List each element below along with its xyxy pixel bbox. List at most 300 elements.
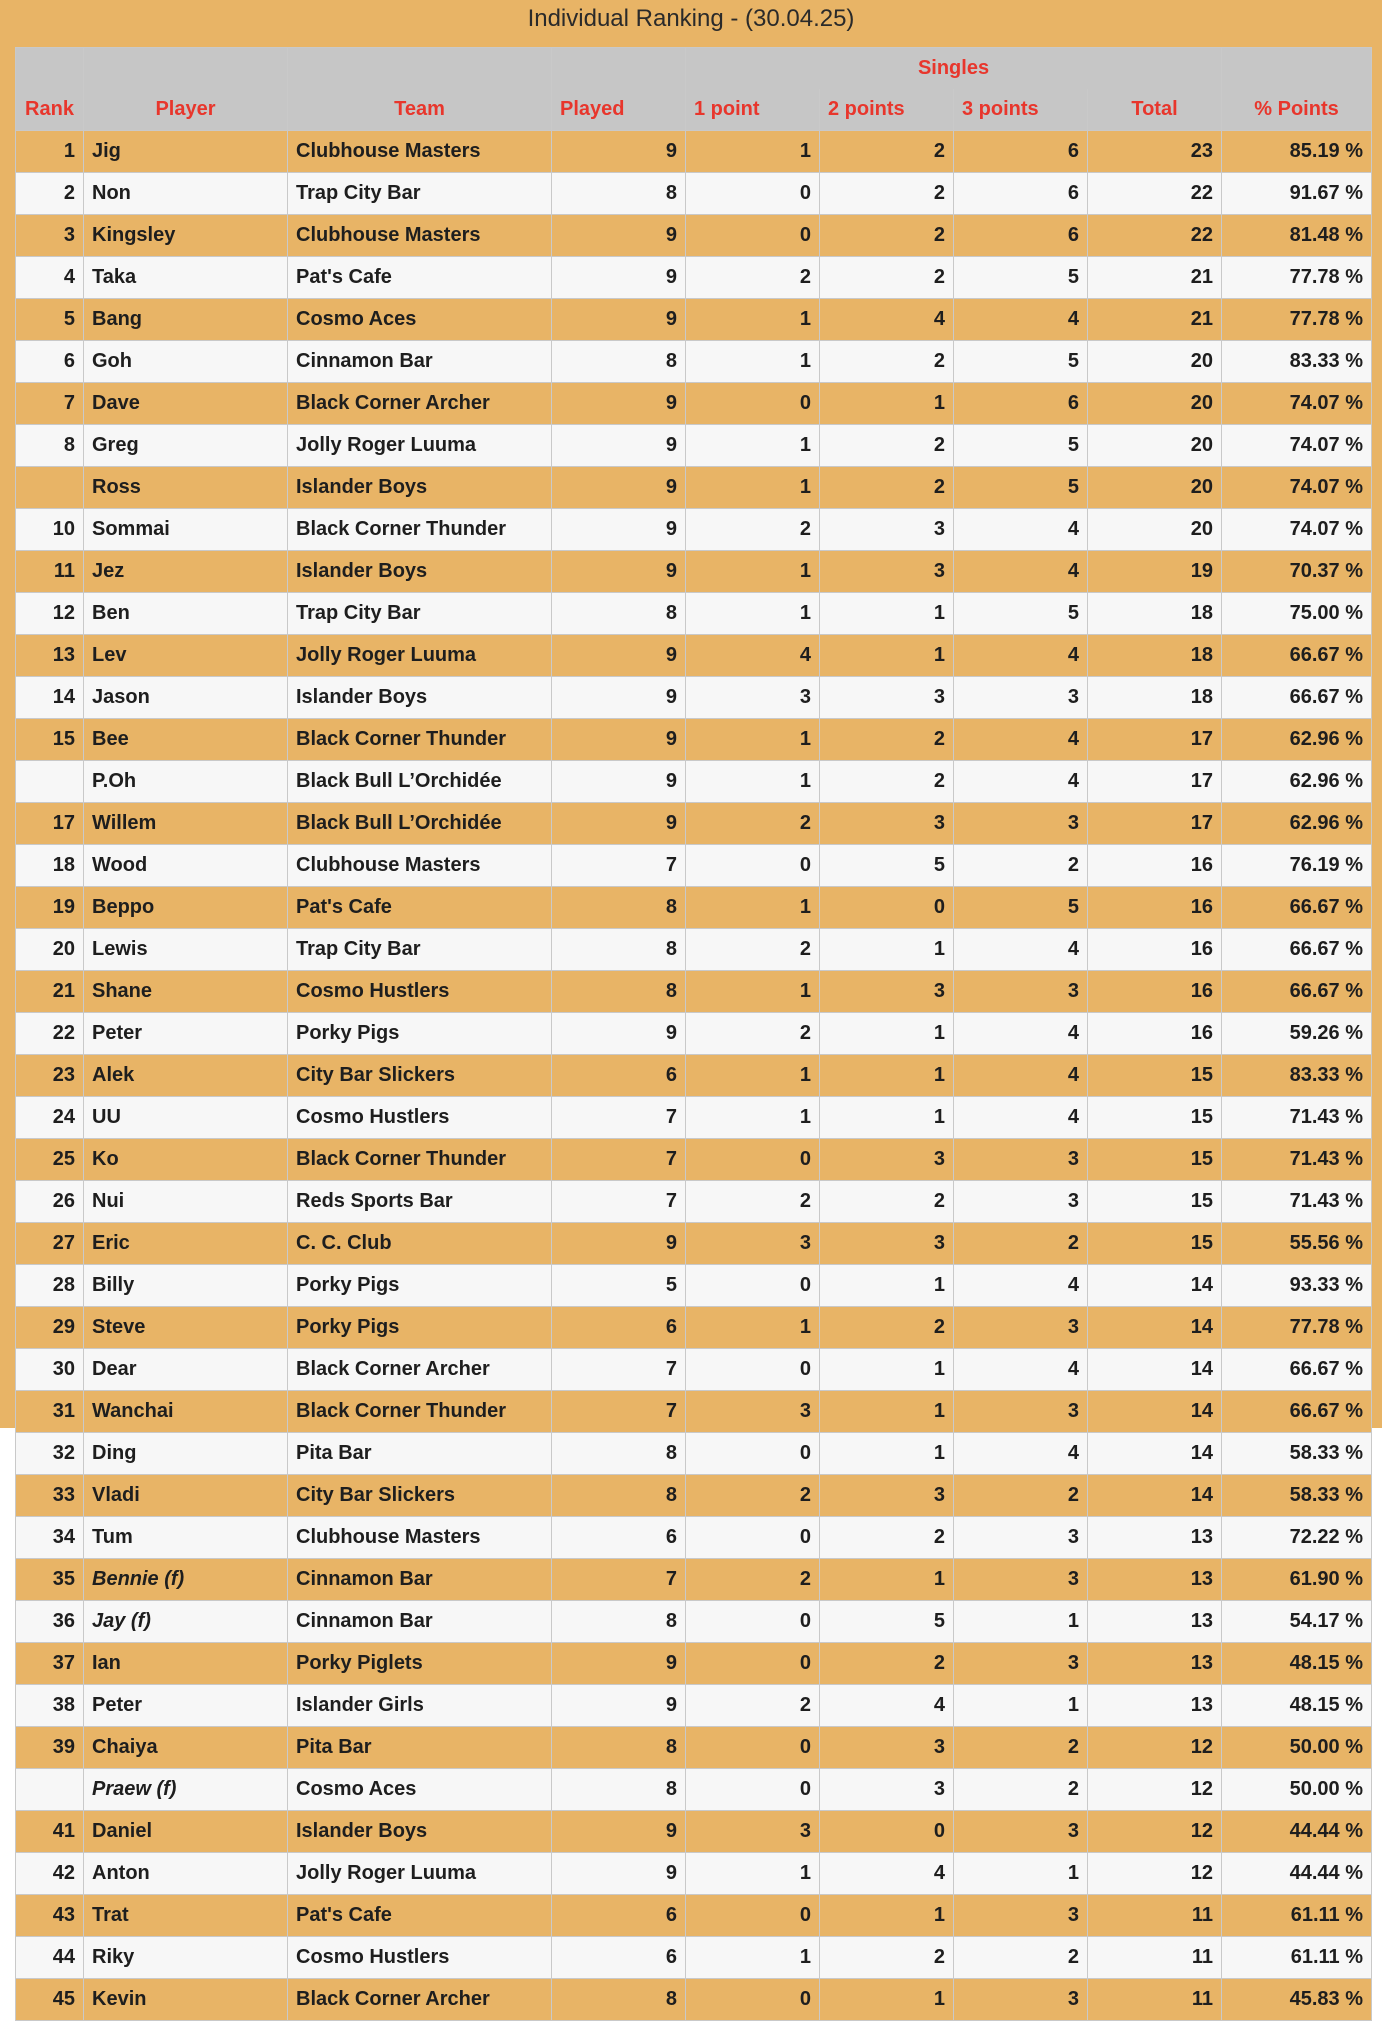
two-points-cell: 3 <box>820 803 954 845</box>
table-row <box>16 719 1372 761</box>
played-cell: 9 <box>552 761 686 803</box>
two-points-cell: 2 <box>820 1307 954 1349</box>
total-cell: 14 <box>1088 1433 1222 1475</box>
one-point-cell: 3 <box>686 1223 820 1265</box>
header-total: Total <box>1088 89 1222 131</box>
pct-points-cell: 62.96 % <box>1222 803 1372 845</box>
three-points-cell: 5 <box>954 257 1088 299</box>
three-points-cell: 5 <box>954 425 1088 467</box>
table-row <box>16 299 1372 341</box>
one-point-cell: 0 <box>686 1517 820 1559</box>
rank-cell: 21 <box>16 971 84 1013</box>
pct-points-cell: 75.00 % <box>1222 593 1372 635</box>
team-cell: Cinnamon Bar <box>288 341 552 383</box>
two-points-cell: 2 <box>820 467 954 509</box>
one-point-cell: 2 <box>686 929 820 971</box>
three-points-cell: 2 <box>954 1475 1088 1517</box>
played-cell: 7 <box>552 1349 686 1391</box>
rank-cell: 45 <box>16 1979 84 2021</box>
three-points-cell: 2 <box>954 1727 1088 1769</box>
rank-cell: 17 <box>16 803 84 845</box>
team-cell: Pat's Cafe <box>288 887 552 929</box>
played-cell: 9 <box>552 215 686 257</box>
three-points-cell: 4 <box>954 1055 1088 1097</box>
two-points-cell: 1 <box>820 383 954 425</box>
table-row <box>16 1685 1372 1727</box>
pct-points-cell: 61.90 % <box>1222 1559 1372 1601</box>
table-row <box>16 1727 1372 1769</box>
pct-points-cell: 48.15 % <box>1222 1685 1372 1727</box>
pct-points-cell: 74.07 % <box>1222 467 1372 509</box>
total-cell: 18 <box>1088 593 1222 635</box>
player-cell: Alek <box>84 1055 288 1097</box>
header-rank: Rank <box>16 89 84 131</box>
three-points-cell: 5 <box>954 887 1088 929</box>
two-points-cell: 1 <box>820 1895 954 1937</box>
team-cell: Pat's Cafe <box>288 1895 552 1937</box>
pct-points-cell: 77.78 % <box>1222 1307 1372 1349</box>
team-cell: Islander Boys <box>288 551 552 593</box>
one-point-cell: 1 <box>686 341 820 383</box>
played-cell: 8 <box>552 341 686 383</box>
team-cell: Trap City Bar <box>288 173 552 215</box>
player-cell: Praew (f) <box>84 1769 288 1811</box>
one-point-cell: 0 <box>686 1979 820 2021</box>
two-points-cell: 1 <box>820 1055 954 1097</box>
ranking-table <box>15 47 1372 2021</box>
one-point-cell: 2 <box>686 509 820 551</box>
player-cell: Billy <box>84 1265 288 1307</box>
total-cell: 11 <box>1088 1979 1222 2021</box>
total-cell: 22 <box>1088 173 1222 215</box>
played-cell: 8 <box>552 1475 686 1517</box>
table-row <box>16 467 1372 509</box>
table-row <box>16 761 1372 803</box>
played-cell: 6 <box>552 1937 686 1979</box>
player-cell: Daniel <box>84 1811 288 1853</box>
pct-points-cell: 55.56 % <box>1222 1223 1372 1265</box>
header-played: Played <box>552 89 686 131</box>
played-cell: 8 <box>552 173 686 215</box>
played-cell: 9 <box>552 1853 686 1895</box>
table-row <box>16 1559 1372 1601</box>
three-points-cell: 6 <box>954 131 1088 173</box>
total-cell: 15 <box>1088 1139 1222 1181</box>
two-points-cell: 3 <box>820 677 954 719</box>
played-cell: 9 <box>552 467 686 509</box>
rank-cell: 25 <box>16 1139 84 1181</box>
pct-points-cell: 74.07 % <box>1222 425 1372 467</box>
table-row <box>16 1601 1372 1643</box>
table-row <box>16 173 1372 215</box>
table-row <box>16 1475 1372 1517</box>
rank-cell: 3 <box>16 215 84 257</box>
pct-points-cell: 61.11 % <box>1222 1937 1372 1979</box>
team-cell: Clubhouse Masters <box>288 215 552 257</box>
pct-points-cell: 74.07 % <box>1222 383 1372 425</box>
player-cell: Greg <box>84 425 288 467</box>
header-player: Player <box>84 89 288 131</box>
two-points-cell: 2 <box>820 1181 954 1223</box>
total-cell: 12 <box>1088 1769 1222 1811</box>
player-cell: Lewis <box>84 929 288 971</box>
pct-points-cell: 83.33 % <box>1222 341 1372 383</box>
total-cell: 14 <box>1088 1349 1222 1391</box>
player-cell: Jez <box>84 551 288 593</box>
played-cell: 9 <box>552 1013 686 1055</box>
one-point-cell: 0 <box>686 383 820 425</box>
pct-points-cell: 66.67 % <box>1222 635 1372 677</box>
one-point-cell: 1 <box>686 1055 820 1097</box>
rank-cell: 27 <box>16 1223 84 1265</box>
player-cell: P.Oh <box>84 761 288 803</box>
two-points-cell: 3 <box>820 1139 954 1181</box>
two-points-cell: 1 <box>820 1433 954 1475</box>
total-cell: 18 <box>1088 677 1222 719</box>
one-point-cell: 1 <box>686 971 820 1013</box>
three-points-cell: 1 <box>954 1853 1088 1895</box>
player-cell: Lev <box>84 635 288 677</box>
table-row <box>16 1265 1372 1307</box>
table-row <box>16 1013 1372 1055</box>
header-blank <box>84 48 288 90</box>
team-cell: Clubhouse Masters <box>288 845 552 887</box>
played-cell: 7 <box>552 1559 686 1601</box>
rank-cell: 31 <box>16 1391 84 1433</box>
two-points-cell: 3 <box>820 971 954 1013</box>
player-cell: Goh <box>84 341 288 383</box>
pct-points-cell: 62.96 % <box>1222 719 1372 761</box>
one-point-cell: 0 <box>686 173 820 215</box>
rank-cell: 35 <box>16 1559 84 1601</box>
total-cell: 14 <box>1088 1391 1222 1433</box>
total-cell: 16 <box>1088 971 1222 1013</box>
played-cell: 8 <box>552 1433 686 1475</box>
rank-cell: 7 <box>16 383 84 425</box>
played-cell: 9 <box>552 1685 686 1727</box>
pct-points-cell: 81.48 % <box>1222 215 1372 257</box>
played-cell: 8 <box>552 887 686 929</box>
player-cell: Kingsley <box>84 215 288 257</box>
rank-cell: 22 <box>16 1013 84 1055</box>
table-row <box>16 1979 1372 2021</box>
rank-cell: 30 <box>16 1349 84 1391</box>
player-cell: Steve <box>84 1307 288 1349</box>
table-row <box>16 215 1372 257</box>
table-row <box>16 1643 1372 1685</box>
one-point-cell: 1 <box>686 551 820 593</box>
two-points-cell: 1 <box>820 593 954 635</box>
team-cell: Pat's Cafe <box>288 257 552 299</box>
pct-points-cell: 91.67 % <box>1222 173 1372 215</box>
two-points-cell: 1 <box>820 1391 954 1433</box>
pct-points-cell: 44.44 % <box>1222 1853 1372 1895</box>
table-row <box>16 887 1372 929</box>
total-cell: 18 <box>1088 635 1222 677</box>
total-cell: 20 <box>1088 383 1222 425</box>
played-cell: 6 <box>552 1517 686 1559</box>
rank-cell: 33 <box>16 1475 84 1517</box>
one-point-cell: 1 <box>686 131 820 173</box>
three-points-cell: 2 <box>954 845 1088 887</box>
one-point-cell: 1 <box>686 887 820 929</box>
two-points-cell: 1 <box>820 1097 954 1139</box>
total-cell: 14 <box>1088 1307 1222 1349</box>
three-points-cell: 5 <box>954 467 1088 509</box>
one-point-cell: 1 <box>686 719 820 761</box>
team-cell: Clubhouse Masters <box>288 1517 552 1559</box>
total-cell: 16 <box>1088 929 1222 971</box>
total-cell: 20 <box>1088 341 1222 383</box>
two-points-cell: 1 <box>820 1559 954 1601</box>
total-cell: 17 <box>1088 803 1222 845</box>
total-cell: 15 <box>1088 1181 1222 1223</box>
table-row <box>16 929 1372 971</box>
one-point-cell: 1 <box>686 425 820 467</box>
team-cell: Black Corner Thunder <box>288 509 552 551</box>
two-points-cell: 3 <box>820 1727 954 1769</box>
player-cell: Bee <box>84 719 288 761</box>
player-cell: Peter <box>84 1013 288 1055</box>
pct-points-cell: 48.15 % <box>1222 1643 1372 1685</box>
team-cell: Porky Pigs <box>288 1307 552 1349</box>
three-points-cell: 2 <box>954 1223 1088 1265</box>
pct-points-cell: 83.33 % <box>1222 1055 1372 1097</box>
two-points-cell: 2 <box>820 131 954 173</box>
rank-cell <box>16 761 84 803</box>
three-points-cell: 3 <box>954 1307 1088 1349</box>
rank-cell: 23 <box>16 1055 84 1097</box>
team-cell: Pita Bar <box>288 1433 552 1475</box>
three-points-cell: 5 <box>954 341 1088 383</box>
total-cell: 22 <box>1088 215 1222 257</box>
one-point-cell: 2 <box>686 1475 820 1517</box>
rank-cell: 29 <box>16 1307 84 1349</box>
pct-points-cell: 74.07 % <box>1222 509 1372 551</box>
team-cell: Black Corner Thunder <box>288 719 552 761</box>
played-cell: 9 <box>552 509 686 551</box>
team-cell: Reds Sports Bar <box>288 1181 552 1223</box>
played-cell: 8 <box>552 1979 686 2021</box>
three-points-cell: 3 <box>954 1181 1088 1223</box>
team-cell: Jolly Roger Luuma <box>288 635 552 677</box>
header-group-row <box>16 48 1372 90</box>
total-cell: 16 <box>1088 1013 1222 1055</box>
player-cell: Vladi <box>84 1475 288 1517</box>
header-pct-points: % Points <box>1222 89 1372 131</box>
three-points-cell: 3 <box>954 803 1088 845</box>
team-cell: Cosmo Hustlers <box>288 1097 552 1139</box>
three-points-cell: 3 <box>954 677 1088 719</box>
two-points-cell: 4 <box>820 1685 954 1727</box>
table-row <box>16 971 1372 1013</box>
one-point-cell: 1 <box>686 761 820 803</box>
player-cell: Taka <box>84 257 288 299</box>
team-cell: Cinnamon Bar <box>288 1559 552 1601</box>
two-points-cell: 4 <box>820 299 954 341</box>
player-cell: Riky <box>84 1937 288 1979</box>
player-cell: Ross <box>84 467 288 509</box>
rank-cell: 26 <box>16 1181 84 1223</box>
rank-cell: 41 <box>16 1811 84 1853</box>
two-points-cell: 2 <box>820 1937 954 1979</box>
team-cell: Trap City Bar <box>288 929 552 971</box>
played-cell: 7 <box>552 845 686 887</box>
team-cell: Islander Boys <box>288 677 552 719</box>
two-points-cell: 3 <box>820 551 954 593</box>
total-cell: 17 <box>1088 761 1222 803</box>
team-cell: Pita Bar <box>288 1727 552 1769</box>
team-cell: City Bar Slickers <box>288 1055 552 1097</box>
three-points-cell: 4 <box>954 761 1088 803</box>
pct-points-cell: 50.00 % <box>1222 1769 1372 1811</box>
pct-points-cell: 66.67 % <box>1222 677 1372 719</box>
pct-points-cell: 62.96 % <box>1222 761 1372 803</box>
two-points-cell: 4 <box>820 1853 954 1895</box>
total-cell: 13 <box>1088 1517 1222 1559</box>
total-cell: 13 <box>1088 1601 1222 1643</box>
three-points-cell: 1 <box>954 1601 1088 1643</box>
table-row <box>16 383 1372 425</box>
one-point-cell: 1 <box>686 299 820 341</box>
one-point-cell: 0 <box>686 1895 820 1937</box>
three-points-cell: 1 <box>954 1685 1088 1727</box>
one-point-cell: 2 <box>686 1685 820 1727</box>
team-cell: Black Bull L’Orchidée <box>288 803 552 845</box>
one-point-cell: 1 <box>686 593 820 635</box>
pct-points-cell: 77.78 % <box>1222 299 1372 341</box>
table-row <box>16 677 1372 719</box>
pct-points-cell: 50.00 % <box>1222 1727 1372 1769</box>
player-cell: Sommai <box>84 509 288 551</box>
table-row <box>16 1391 1372 1433</box>
rank-cell: 44 <box>16 1937 84 1979</box>
header-2-points: 2 points <box>820 89 954 131</box>
one-point-cell: 1 <box>686 1937 820 1979</box>
table-row <box>16 1433 1372 1475</box>
three-points-cell: 3 <box>954 1979 1088 2021</box>
pct-points-cell: 59.26 % <box>1222 1013 1372 1055</box>
total-cell: 20 <box>1088 425 1222 467</box>
rank-cell: 19 <box>16 887 84 929</box>
header-columns-row <box>16 89 1372 131</box>
one-point-cell: 1 <box>686 467 820 509</box>
header-blank <box>1222 48 1372 90</box>
total-cell: 21 <box>1088 299 1222 341</box>
two-points-cell: 5 <box>820 1601 954 1643</box>
player-cell: Chaiya <box>84 1727 288 1769</box>
table-row <box>16 1055 1372 1097</box>
team-cell: Black Bull L’Orchidée <box>288 761 552 803</box>
rank-cell: 39 <box>16 1727 84 1769</box>
three-points-cell: 4 <box>954 299 1088 341</box>
pct-points-cell: 71.43 % <box>1222 1097 1372 1139</box>
pct-points-cell: 66.67 % <box>1222 887 1372 929</box>
table-row <box>16 1895 1372 1937</box>
three-points-cell: 3 <box>954 1391 1088 1433</box>
one-point-cell: 4 <box>686 635 820 677</box>
two-points-cell: 2 <box>820 257 954 299</box>
player-cell: Ko <box>84 1139 288 1181</box>
table-row <box>16 1349 1372 1391</box>
table-row <box>16 1307 1372 1349</box>
three-points-cell: 3 <box>954 1811 1088 1853</box>
played-cell: 8 <box>552 971 686 1013</box>
played-cell: 6 <box>552 1895 686 1937</box>
one-point-cell: 2 <box>686 1013 820 1055</box>
rank-cell: 43 <box>16 1895 84 1937</box>
played-cell: 8 <box>552 593 686 635</box>
pct-points-cell: 66.67 % <box>1222 929 1372 971</box>
page-title: Individual Ranking - (30.04.25) <box>527 5 855 32</box>
rank-cell: 20 <box>16 929 84 971</box>
two-points-cell: 2 <box>820 1643 954 1685</box>
played-cell: 9 <box>552 131 686 173</box>
played-cell: 8 <box>552 1727 686 1769</box>
team-cell: Islander Boys <box>288 1811 552 1853</box>
three-points-cell: 2 <box>954 1937 1088 1979</box>
played-cell: 9 <box>552 635 686 677</box>
player-cell: Trat <box>84 1895 288 1937</box>
played-cell: 9 <box>552 299 686 341</box>
rank-cell: 32 <box>16 1433 84 1475</box>
player-cell: Ben <box>84 593 288 635</box>
one-point-cell: 0 <box>686 1433 820 1475</box>
three-points-cell: 3 <box>954 971 1088 1013</box>
team-cell: Cosmo Aces <box>288 299 552 341</box>
player-cell: Wanchai <box>84 1391 288 1433</box>
team-cell: Islander Girls <box>288 1685 552 1727</box>
total-cell: 13 <box>1088 1559 1222 1601</box>
three-points-cell: 4 <box>954 929 1088 971</box>
played-cell: 8 <box>552 929 686 971</box>
pct-points-cell: 93.33 % <box>1222 1265 1372 1307</box>
total-cell: 17 <box>1088 719 1222 761</box>
team-cell: Cinnamon Bar <box>288 1601 552 1643</box>
total-cell: 11 <box>1088 1895 1222 1937</box>
two-points-cell: 3 <box>820 1223 954 1265</box>
three-points-cell: 3 <box>954 1643 1088 1685</box>
pct-points-cell: 66.67 % <box>1222 971 1372 1013</box>
three-points-cell: 4 <box>954 1433 1088 1475</box>
played-cell: 9 <box>552 425 686 467</box>
table-row <box>16 425 1372 467</box>
team-cell: Islander Boys <box>288 467 552 509</box>
total-cell: 19 <box>1088 551 1222 593</box>
one-point-cell: 0 <box>686 1265 820 1307</box>
team-cell: Jolly Roger Luuma <box>288 425 552 467</box>
rank-cell: 14 <box>16 677 84 719</box>
one-point-cell: 3 <box>686 677 820 719</box>
two-points-cell: 3 <box>820 1769 954 1811</box>
team-cell: Porky Piglets <box>288 1643 552 1685</box>
header-singles: Singles <box>686 48 1222 90</box>
three-points-cell: 3 <box>954 1139 1088 1181</box>
three-points-cell: 4 <box>954 1097 1088 1139</box>
two-points-cell: 1 <box>820 929 954 971</box>
table-row <box>16 341 1372 383</box>
three-points-cell: 4 <box>954 1013 1088 1055</box>
player-cell: Bang <box>84 299 288 341</box>
table-row <box>16 803 1372 845</box>
total-cell: 12 <box>1088 1727 1222 1769</box>
player-cell: Non <box>84 173 288 215</box>
one-point-cell: 2 <box>686 257 820 299</box>
pct-points-cell: 54.17 % <box>1222 1601 1372 1643</box>
played-cell: 9 <box>552 383 686 425</box>
team-cell: Cosmo Hustlers <box>288 971 552 1013</box>
team-cell: Cosmo Hustlers <box>288 1937 552 1979</box>
